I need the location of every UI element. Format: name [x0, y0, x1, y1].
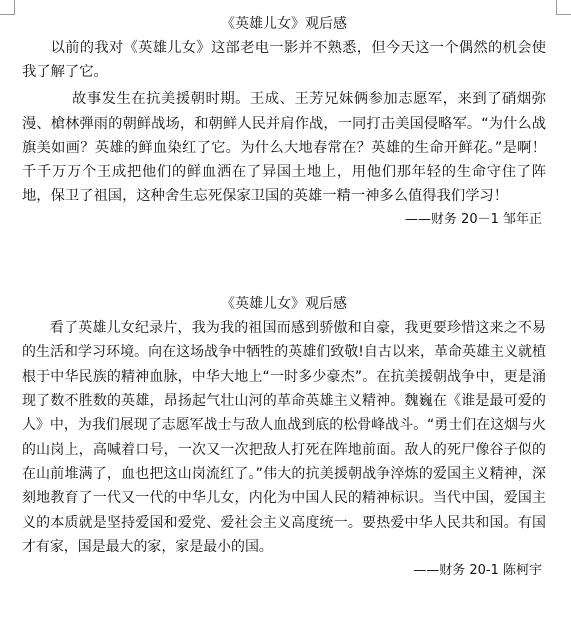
- essay-title: 《英雄儿女》观后感: [221, 16, 347, 32]
- essay-section-1: [22, 12, 546, 232]
- essay-signature: ——财务 20－1 邹年正: [404, 212, 542, 228]
- essay-title: 《英雄儿女》观后感: [221, 296, 347, 312]
- essay-section-2: [22, 292, 546, 583]
- essay-paragraph: 以前的我对《英雄儿女》这部老电一影并不熟悉，但今天这一个偶然的机会使我了解了它。: [22, 40, 546, 81]
- essay-paragraph: 故事发生在抗美援朝时期。王成、王芳兄妹俩参加志愿军，来到了硝烟弥漫、槍林弾雨的朝鲜战场，和朝鲜人民并肩作战，一同打击美国侵略军。“为什么战旗美如画？英雄的鲜血染红了它。为什么大地春常在？英雄的生命开鲜花。”是啊！千千万万个王成把他们的鲜血洒在了异国土地上，用他们那年轻的生命守住了阵地，保卫了祖国，这种舍生忘死保家卫国的英雄一精一神多么值得我们学习！: [22, 91, 546, 205]
- essay-signature: ——财务 20-1 陈柯宇: [413, 563, 542, 579]
- page-corner-mark-left: [0, 0, 15, 15]
- page-corner-mark-right: [556, 0, 571, 15]
- essay-paragraph: 看了英雄儿女纪录片，我为我的祖国而感到骄傲和自豪，我更要珍惜这来之不易的生活和学习环境。向在这场战争中牺牲的英雄们致敬!自古以来，革命英雄主义就植根于中华民族的精神血脉，中华大地上“一时多少豪杰”。在抗美援朝战争中，更是涌现了数不胜数的英雄，昂扬起气壮山河的革命英雄主义精神。魏巍在《谁是最可爱的人》中，为我们展现了志愿军战士与敌人血战到底的松骨峰战斗。“勇士们在这烟与火的山岗上，高喊着口号，一次又一次把敌人打死在阵地前面。敌人的死尸像谷子似的在山前堆满了，血也把这山岗流红了。”伟大的抗美援朝战争淬炼的爱国主义精神，深刻地教育了一代又一代的中华儿女，内化为中国人民的精神标识。当代中国，爱国主义的本质就是坚持爱国和爱党、爱社会主义高度统一。要热爱中华人民共和国。有国才有家，国是最大的家，家是最小的国。: [22, 320, 546, 556]
